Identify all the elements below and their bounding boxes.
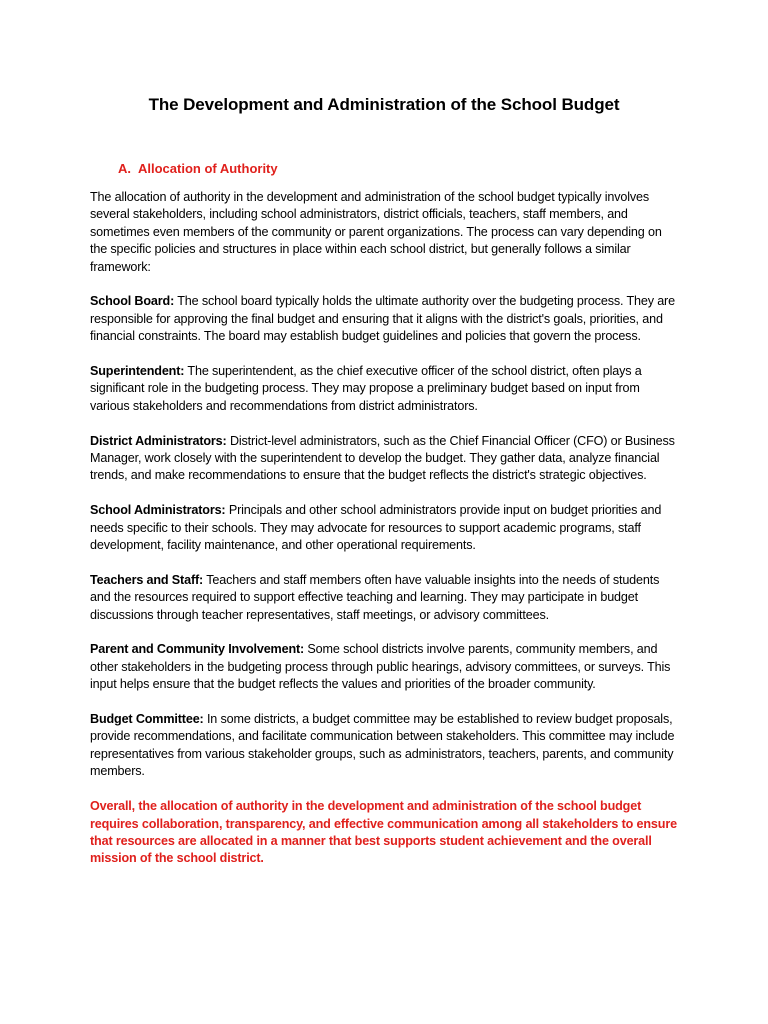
section-marker: A.: [118, 161, 131, 176]
paragraph-label: Parent and Community Involvement:: [90, 642, 305, 657]
paragraph-parent-community: [90, 641, 682, 693]
paragraph-label: School Board:: [90, 294, 175, 309]
paragraph-text: The school board typically holds the ultimate authority over the budgeting process. They are responsible for approving the final budget and ensuring that it aligns with the district's goals, priorities, and financial constraints. The board may establish budget guidelines and policies that govern the process.: [90, 294, 675, 344]
paragraph-label: District Administrators:: [90, 433, 227, 448]
document-body: [90, 189, 682, 885]
section-heading: [118, 161, 278, 176]
paragraph-district-administrators: [90, 433, 682, 485]
paragraph-text: Some school districts involve parents, community members, and other stakeholders in the budgeting process through public hearings, advisory committees, or surveys. This input helps ensure that the budget reflects the values and priorities of the broader community.: [90, 642, 671, 692]
section-heading-text: Allocation of Authority: [138, 161, 278, 176]
document-title: The Development and Administration of the School Budget: [148, 95, 620, 114]
paragraph-text: The superintendent, as the chief executive officer of the school district, often plays a significant role in the budgeting process. They may propose a preliminary budget based on input from various stakeholders and recommendations from district administrators.: [90, 364, 642, 413]
paragraph-label: Superintendent:: [90, 364, 185, 379]
paragraph-teachers-and-staff: [90, 572, 682, 624]
paragraph-text: District-level administrators, such as the Chief Financial Officer (CFO) or Business Manager, work closely with the superintendent to develop the budget. They gather data, analyze financial trends, and make recommendations to ensure that the budget reflects the district's strategic objectives.: [90, 433, 675, 483]
paragraph-label: School Administrators:: [90, 503, 226, 518]
paragraph-text: Principals and other school administrators provide input on budget priorities and needs specific to their schools. They may advocate for resources to support academic programs, staff development, facility maintenance, and other operational requirements.: [90, 503, 662, 553]
paragraph-superintendent: [90, 363, 682, 415]
paragraph-school-board: [90, 293, 682, 345]
conclusion-paragraph: Overall, the allocation of authority in the development and administration of the school budget requires collaboration, transparency, and effective communication among all stakeholders to ensure that resources are allocated in a manner that best supports student achievement and the overall mission of the school district.: [90, 799, 677, 866]
paragraph-label: Budget Committee:: [90, 712, 204, 727]
paragraph-label: Teachers and Staff:: [90, 572, 204, 587]
paragraph-text: Teachers and staff members often have valuable insights into the needs of students and the resources required to support effective teaching and learning. They may participate in budget discussions through teacher representatives, staff meetings, or advisory committees.: [90, 572, 660, 622]
paragraph-text: In some districts, a budget committee may be established to review budget proposals, provide recommendations, and facilitate communication between stakeholders. This committee may include representatives from various stakeholder groups, such as administrators, teachers, parents, and community members.: [90, 712, 675, 779]
paragraph-budget-committee: [90, 711, 682, 781]
paragraph-school-administrators: [90, 502, 682, 554]
intro-paragraph: The allocation of authority in the development and administration of the school budget typically involves several stakeholders, including school administrators, district officials, teachers, staff members, and sometimes even members of the community or parent organizations. The process can vary depending on the specific policies and structures in place within each school district, but generally follows a similar framework:: [90, 190, 662, 274]
